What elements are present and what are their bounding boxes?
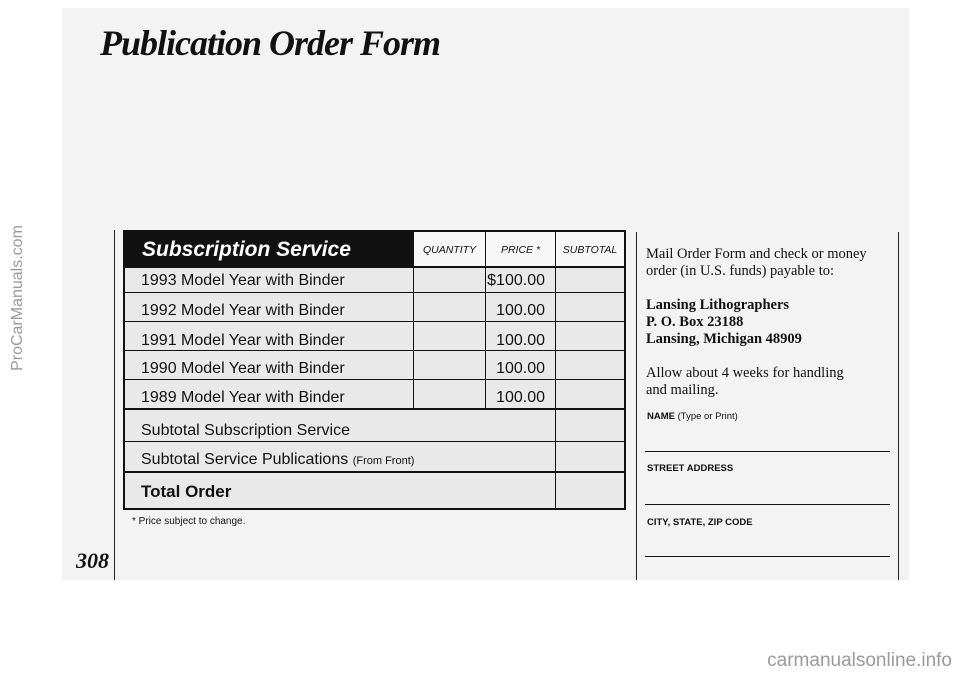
street-address-field[interactable] (645, 504, 890, 505)
table-row-label: 1992 Model Year with Binder (141, 302, 345, 319)
row-divider (125, 408, 624, 410)
table-row-price: 100.00 (496, 332, 545, 349)
row-divider (125, 350, 624, 351)
price-footnote: * Price subject to change. (132, 516, 246, 527)
table-row-label: 1989 Model Year with Binder (141, 389, 345, 406)
table-row-label: 1991 Model Year with Binder (141, 332, 345, 349)
subtotal-divider (125, 441, 624, 442)
side-watermark: ProCarManuals.com (9, 225, 26, 371)
price-column-header: PRICE * (485, 232, 555, 266)
order-table (123, 230, 626, 510)
price-column-rule (485, 266, 486, 408)
row-divider (125, 379, 624, 380)
address-line-3: Lansing, Michigan 48909 (646, 331, 802, 347)
center-rule (636, 232, 637, 580)
page-number: 308 (76, 548, 109, 573)
street-address-label: STREET ADDRESS (647, 463, 734, 474)
right-margin-rule (898, 232, 899, 580)
address-line-2: P. O. Box 23188 (646, 314, 744, 330)
table-row-label: 1993 Model Year with Binder (141, 272, 345, 289)
mail-instructions-block (646, 232, 896, 399)
subscription-service-header: Subscription Service (125, 232, 413, 266)
bottom-watermark: carmanualsonline.info (767, 650, 952, 671)
row-divider (125, 321, 624, 322)
handling-note: Allow about 4 weeks for handling and mailing. (646, 365, 844, 398)
table-row-price: 100.00 (496, 302, 545, 319)
quantity-column-header: QUANTITY (413, 232, 485, 266)
quantity-column-rule (413, 266, 414, 408)
city-state-zip-label: CITY, STATE, ZIP CODE (647, 517, 753, 528)
table-row-price: 100.00 (496, 389, 545, 406)
left-margin-rule (114, 230, 115, 580)
subtotal-column-header: SUBTOTAL (555, 232, 624, 266)
page-title: Publication Order Form (100, 23, 441, 63)
subtotal-subscription-label: Subtotal Subscription Service (141, 422, 350, 439)
header-divider (125, 266, 624, 268)
mail-instructions: Mail Order Form and check or money order (in U.S. funds) payable to: (646, 246, 867, 279)
row-divider (125, 292, 624, 293)
city-state-zip-field[interactable] (645, 556, 890, 557)
total-divider (125, 471, 624, 473)
table-row-label: 1990 Model Year with Binder (141, 360, 345, 377)
table-row-price: 100.00 (496, 360, 545, 377)
name-field-label: NAME (Type or Print) (647, 411, 738, 422)
total-order-label: Total Order (141, 482, 232, 501)
subtotal-column-rule (555, 266, 556, 510)
table-row-price: $100.00 (487, 272, 545, 289)
from-front-note: (From Front) (352, 455, 415, 467)
address-line-1: Lansing Lithographers (646, 297, 790, 313)
name-field[interactable] (645, 451, 890, 452)
subtotal-publications-label: Subtotal Service Publications (From Front) (141, 451, 415, 468)
